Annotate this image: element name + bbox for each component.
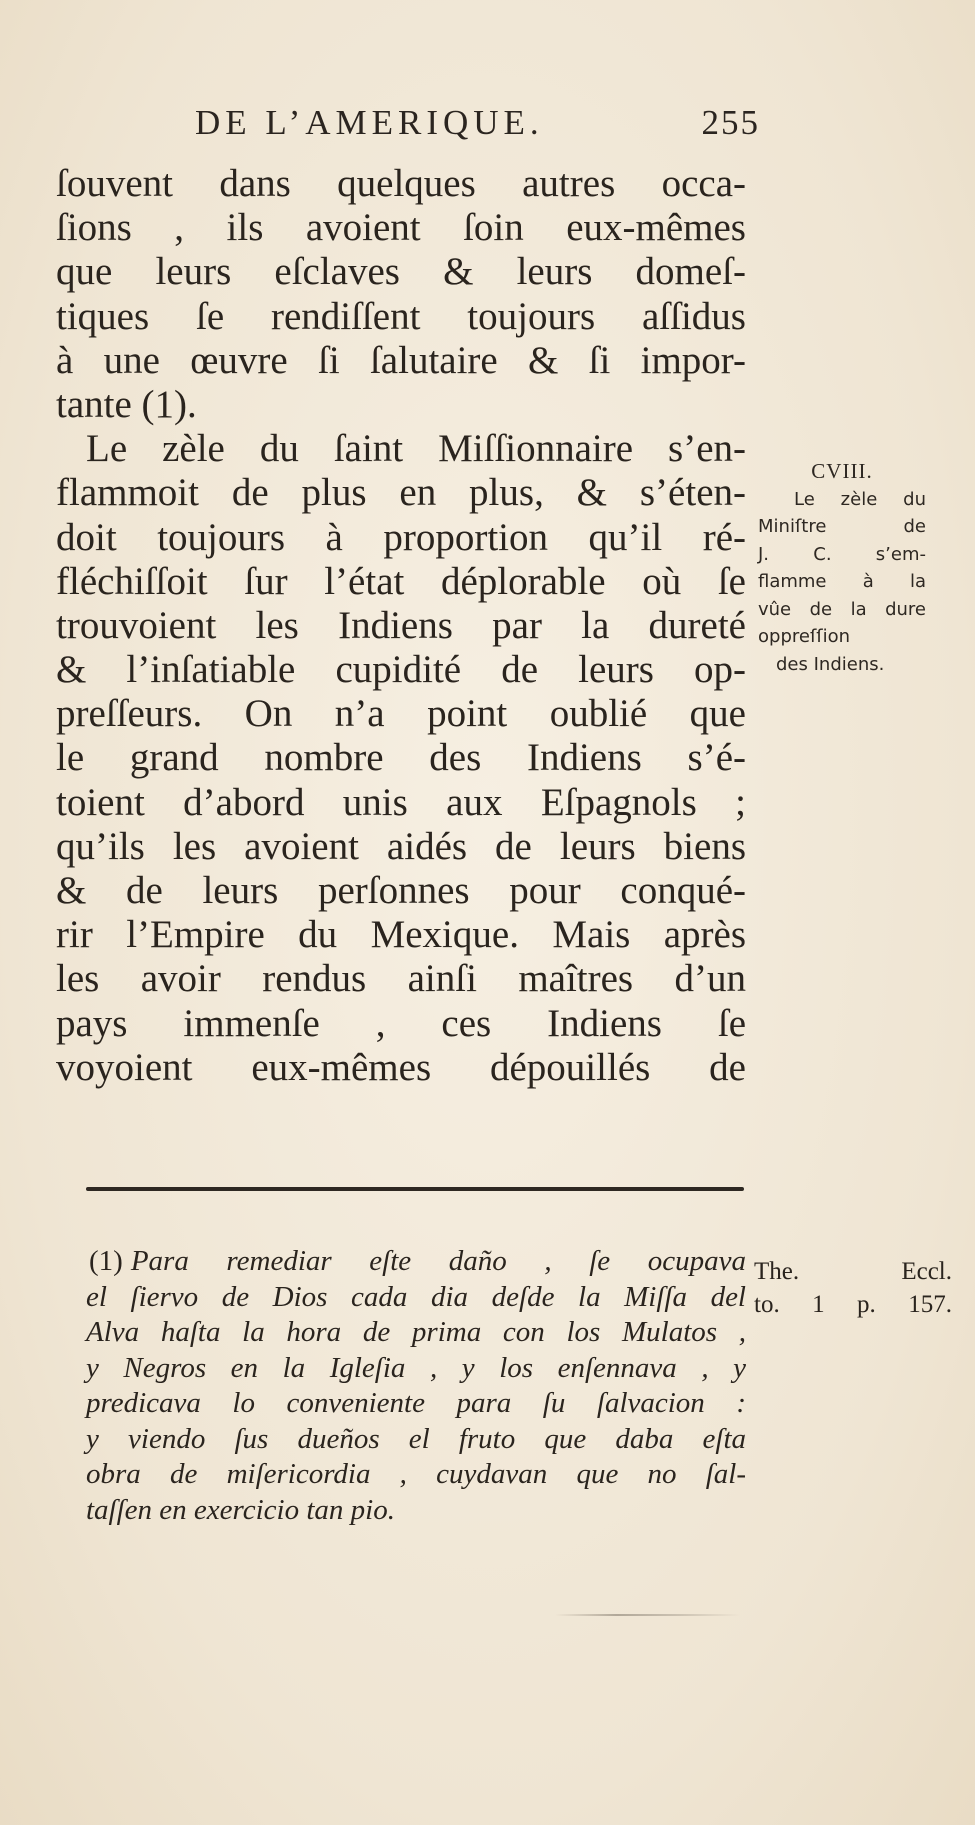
text-line: que leurs eſclaves & leurs domeſ- <box>56 250 746 294</box>
text-line: preſſeurs. On n’a point oublié que <box>56 692 746 736</box>
footnote-line-text: Para remediar eſte daño , ſe ocupava <box>130 1245 746 1277</box>
marginal-note-line: Le zèle du <box>794 488 926 510</box>
footnote-line <box>86 1244 746 1280</box>
running-title: DE L’AMERIQUE. <box>195 103 544 142</box>
marginal-note-line: des Indiens. <box>776 653 885 675</box>
text-line: rir l’Empire du Mexique. Mais après <box>56 913 746 957</box>
running-head <box>195 103 760 153</box>
citation-line: The. Eccl. <box>754 1258 952 1285</box>
marginal-note-line: flamme à la <box>758 571 926 592</box>
text-line: à une œuvre ſi ſalutaire & ſi impor- <box>56 338 746 382</box>
text-line: ſouvent dans quelques autres occa- <box>56 162 746 205</box>
text-line: pays immenſe , ces Indiens ſe <box>56 1001 746 1045</box>
text-line: trouvoient les Indiens par la dureté <box>56 603 746 647</box>
marginal-note-number: CVIII. <box>811 459 873 483</box>
text-line: tiques ſe rendiſſent toujours aſſidus <box>56 294 746 338</box>
text-line: Le zèle du ſaint Miſſionnaire s’en- <box>86 427 746 471</box>
footnote-citation <box>754 1255 952 1321</box>
marginal-note-line: J. C. s’em- <box>758 543 926 565</box>
marginal-note-line: vûe de la dure <box>758 598 926 620</box>
text-line: voyoient eux-mêmes dépouillés de <box>56 1045 746 1089</box>
footnote-rule <box>86 1187 744 1191</box>
citation-line: to. 1 p. 157. <box>754 1291 952 1318</box>
footnote-line: predicava lo conveniente para ſu ſalvacion : <box>86 1387 746 1419</box>
text-line: ſions , ils avoient ſoin eux-mêmes <box>56 206 746 250</box>
text-line: flammoit de plus en plus, & s’éten- <box>56 471 746 515</box>
page-number: 255 <box>701 103 760 142</box>
footnote-line: el ſiervo de Dios cada dia deſde la Miſſa del <box>86 1280 746 1313</box>
footnote-line: taſſen en exercicio tan pio. <box>86 1493 395 1526</box>
footnote-line: obra de miſericordia , cuydavan que no ſal- <box>86 1458 746 1490</box>
text-line: le grand nombre des Indiens s’é- <box>56 736 746 780</box>
marginal-note-line: Miniſtre de <box>758 516 926 537</box>
footnote-line: Alva haſta la hora de prima con los Mulatos , <box>86 1316 746 1348</box>
marginal-note-line: oppreſſion <box>758 626 851 647</box>
text-line: qu’ils les avoient aidés de leurs biens <box>56 824 746 868</box>
text-line: toient d’abord unis aux Eſpagnols ; <box>56 780 746 824</box>
ink-smudge <box>555 1614 740 1616</box>
text-line: & l’inſatiable cupidité de leurs op- <box>56 648 746 692</box>
text-line: tante (1). <box>56 382 197 426</box>
text-line: fléchiſſoit ſur l’état déplorable où ſe <box>56 559 746 603</box>
footnote <box>86 1244 746 1528</box>
footnote-line: y Negros en la Igleſia , y los enſennava , y <box>86 1351 746 1384</box>
main-text <box>56 162 746 1090</box>
marginal-note <box>758 458 926 678</box>
text-line: & de leurs perſonnes pour conqué- <box>56 869 746 912</box>
text-line: les avoir rendus ainſi maîtres d’un <box>56 957 746 1001</box>
footnote-marker: (1) <box>89 1245 123 1277</box>
text-line: doit toujours à proportion qu’il ré- <box>56 515 746 559</box>
footnote-line: y viendo ſus dueños el fruto que daba eſta <box>86 1422 746 1455</box>
